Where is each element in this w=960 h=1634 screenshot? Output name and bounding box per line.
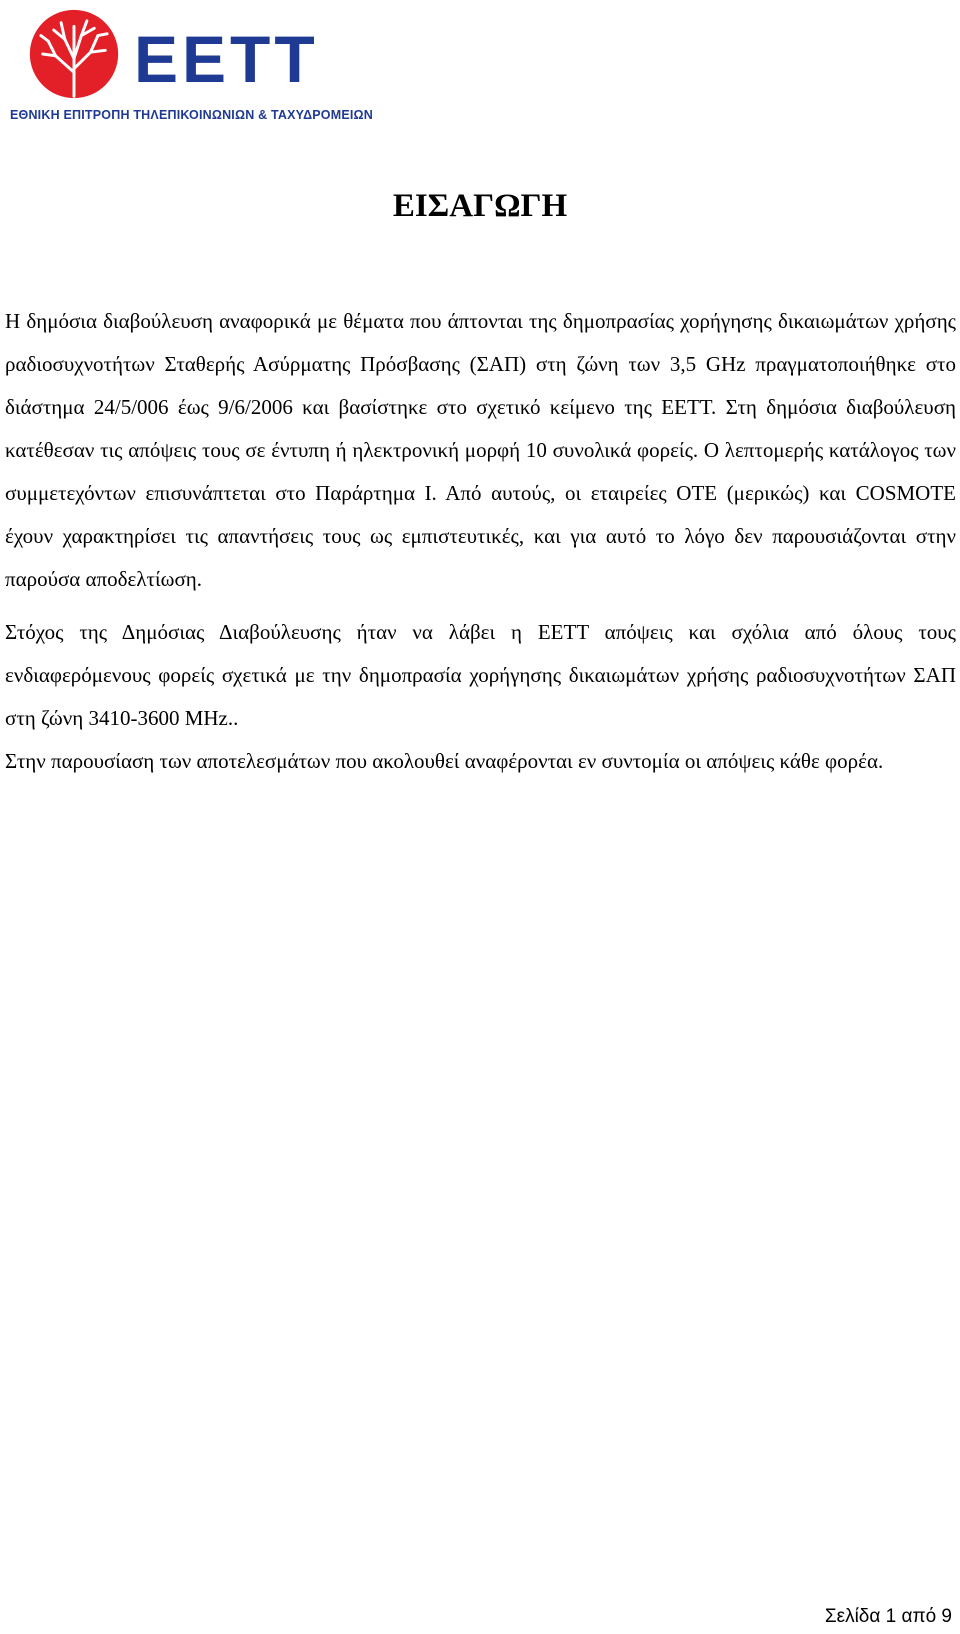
logo-wordmark: ΕΕΤΤ	[134, 22, 319, 96]
page-number-footer: Σελίδα 1 από 9	[824, 1606, 952, 1627]
paragraph-presentation: Στην παρουσίαση των αποτελεσμάτων που ακολουθεί αναφέρονται εν συντομία οι απόψεις κάθε φορέα.	[5, 749, 884, 773]
eett-tree-emblem-icon	[28, 8, 120, 100]
eett-logo	[10, 8, 373, 123]
logo-subtitle: ΕΘΝΙΚΗ ΕΠΙΤΡΟΠΗ ΤΗΛΕΠΙΚΟΙΝΩΝΙΩΝ & ΤΑΧΥΔΡΟΜΕΙΩΝ	[10, 108, 373, 122]
document-body	[5, 300, 956, 783]
paragraph-objective: Στόχος της Δημόσιας Διαβούλευσης ήταν να λάβει η ΕΕΤΤ απόψεις και σχόλια από όλους τους ενδιαφερόμενους φορείς σχετικά με την δημοπρασία χορήγησης δικαιωμάτων χρήσης ραδιοσυχνοτήτων ΣΑΠ στη ζώνη 3410-3600 MHz..	[5, 620, 956, 730]
paragraph-intro: Η δημόσια διαβούλευση αναφορικά με θέματα που άπτονται της δημοπρασίας χορήγησης δικαιωμάτων χρήσης ραδιοσυχνοτήτων Σταθερής Ασύρματης Πρόσβασης (ΣΑΠ) στη ζώνη των 3,5 GHz πραγματοποιήθηκε στο διάστημα 24/5/006 έως 9/6/2006 και βασίστηκε στο σχετικό κείμενο της ΕΕΤΤ. Στη δημόσια διαβούλευση κατέθεσαν τις απόψεις τους σε έντυπη ή ηλεκτρονική μορφή 10 συνολικά φορείς. Ο λεπτομερής κατάλογος των συμμετεχόντων επισυνάπτεται στο Παράρτημα Ι. Από αυτούς, οι εταιρείες ΟΤΕ (μερικώς) και COSMOTE έχουν χαρακτηρίσει τις απαντήσεις τους ως εμπιστευτικές, και για αυτό το λόγο δεν παρουσιάζονται στην παρούσα αποδελτίωση.	[5, 309, 956, 591]
page-title: ΕΙΣΑΓΩΓΗ	[392, 188, 568, 224]
